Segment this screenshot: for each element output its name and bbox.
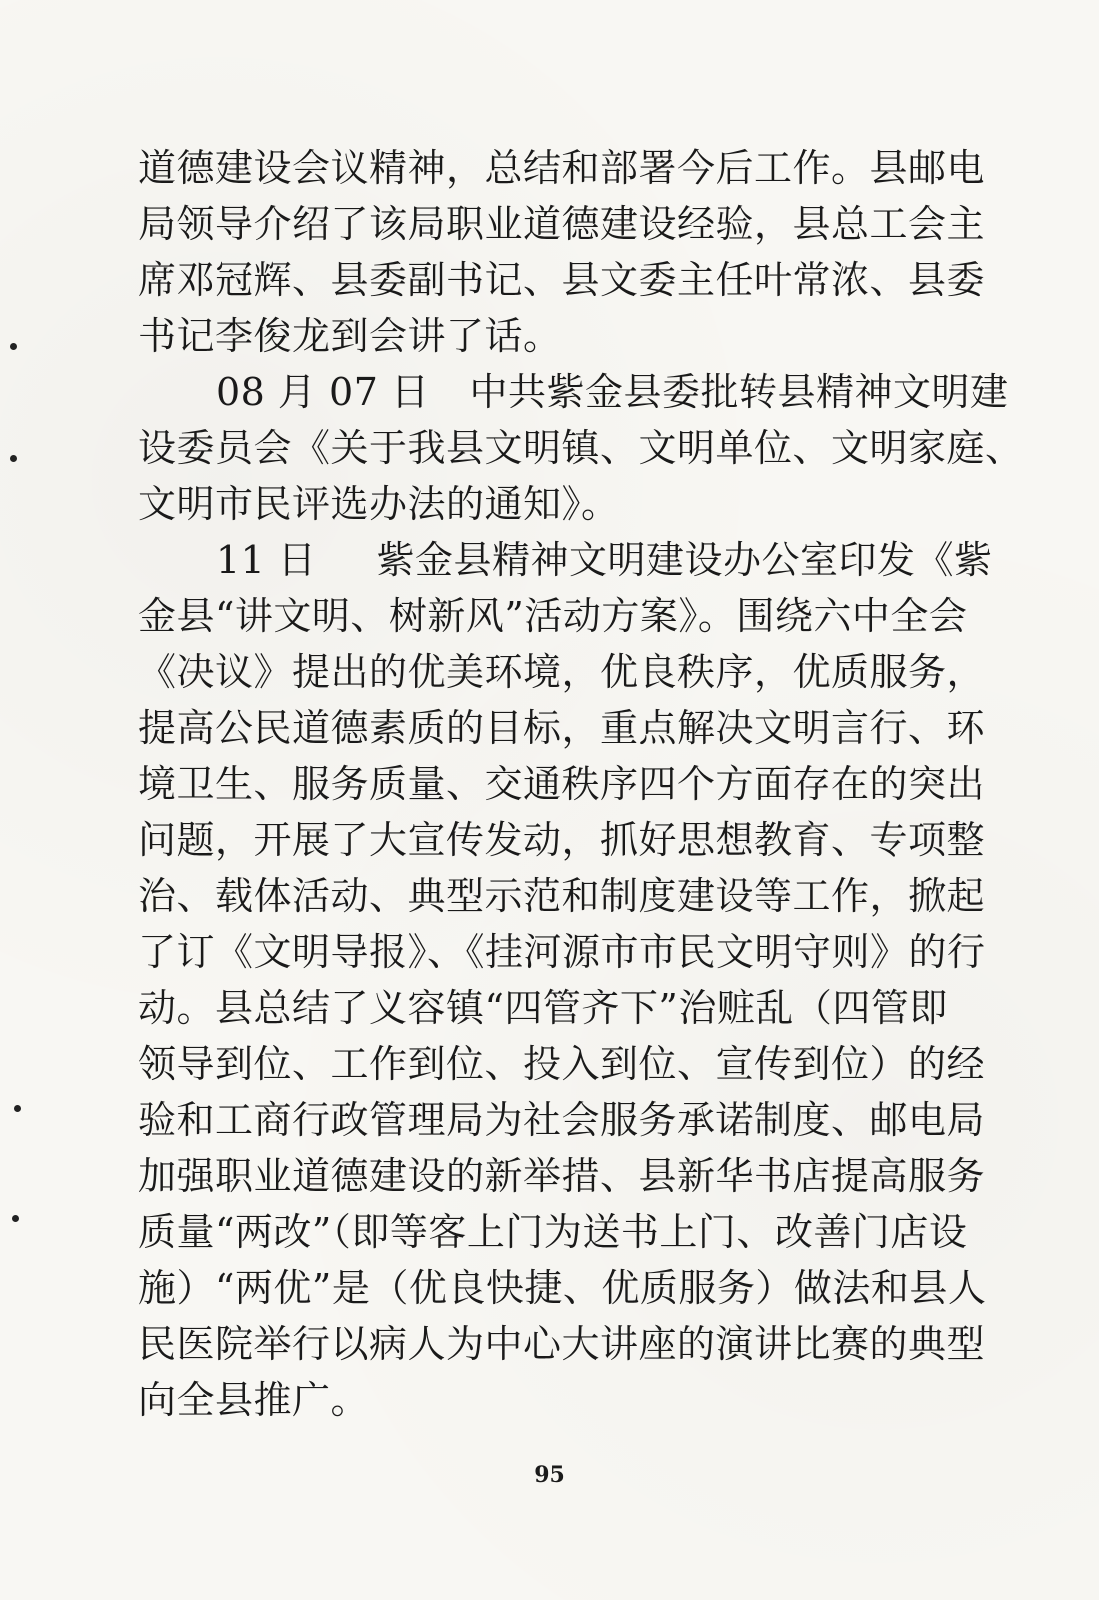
text-line: 问题，开展了大宣传发动，抓好思想教育、专项整	[138, 818, 986, 862]
text-line: 书记李俊龙到会讲了话。	[138, 314, 562, 358]
text-line: 了订《文明导报》、《挂河源市市民文明守则》的行	[138, 930, 986, 974]
text-line: 局领导介绍了该局职业道德建设经验，县总工会主	[138, 202, 986, 246]
text-line: 领导到位、工作到位、投入到位、宣传到位）的经	[138, 1042, 986, 1086]
text-line: 设委员会《关于我县文明镇、文明单位、文明家庭、	[138, 426, 1024, 470]
text-line: 席邓冠辉、县委副书记、县文委主任叶常浓、县委	[138, 258, 986, 302]
text-line: 施）“两优”是（优良快捷、优质服务）做法和县人	[138, 1266, 987, 1310]
paragraph-1	[138, 140, 986, 364]
text-line: 境卫生、服务质量、交通秩序四个方面存在的突出	[138, 762, 986, 806]
text-line: 金县“讲文明、树新风”活动方案》。围绕六中全会	[138, 594, 968, 638]
text-line: 加强职业道德建设的新举措、县新华书店提高服务	[138, 1154, 986, 1198]
text-line: 道德建设会议精神，总结和部署今后工作。县邮电	[138, 146, 986, 190]
text-line: 文明市民评选办法的通知》。	[138, 482, 620, 526]
text-line: 《决议》提出的优美环境，优良秩序，优质服务，	[138, 650, 986, 694]
binding-hole-mark	[10, 343, 17, 350]
binding-hole-mark	[10, 455, 17, 462]
body-text	[138, 140, 1024, 1428]
entry-text: 紫金县精神文明建设办公室印发《紫	[376, 538, 993, 582]
paragraph-3	[138, 532, 993, 1428]
text-line: 提高公民道德素质的目标，重点解决文明言行、环	[138, 706, 986, 750]
text-line: 验和工商行政管理局为社会服务承诺制度、邮电局	[138, 1098, 986, 1142]
entry-date: 08 月 07 日	[216, 370, 430, 414]
text-line: 民医院举行以病人为中心大讲座的演讲比赛的典型	[138, 1322, 986, 1366]
text-line: 质量“两改”（即等客上门为送书上门、改善门店设	[138, 1210, 968, 1254]
entry-date: 11 日	[216, 538, 317, 582]
entry-text: 中共紫金县委批转县精神文明建	[469, 370, 1009, 414]
text-line: 治、载体活动、典型示范和制度建设等工作，掀起	[138, 874, 986, 918]
text-line: 向全县推广。	[138, 1378, 370, 1422]
paragraph-2	[138, 364, 1024, 532]
binding-hole-mark	[14, 1105, 21, 1112]
page-number: 95	[534, 1462, 565, 1488]
text-line	[138, 532, 993, 588]
text-line	[138, 364, 1009, 420]
text-line: 动。县总结了义容镇“四管齐下”治赃乱（四管即	[138, 986, 948, 1030]
binding-hole-mark	[12, 1215, 19, 1222]
